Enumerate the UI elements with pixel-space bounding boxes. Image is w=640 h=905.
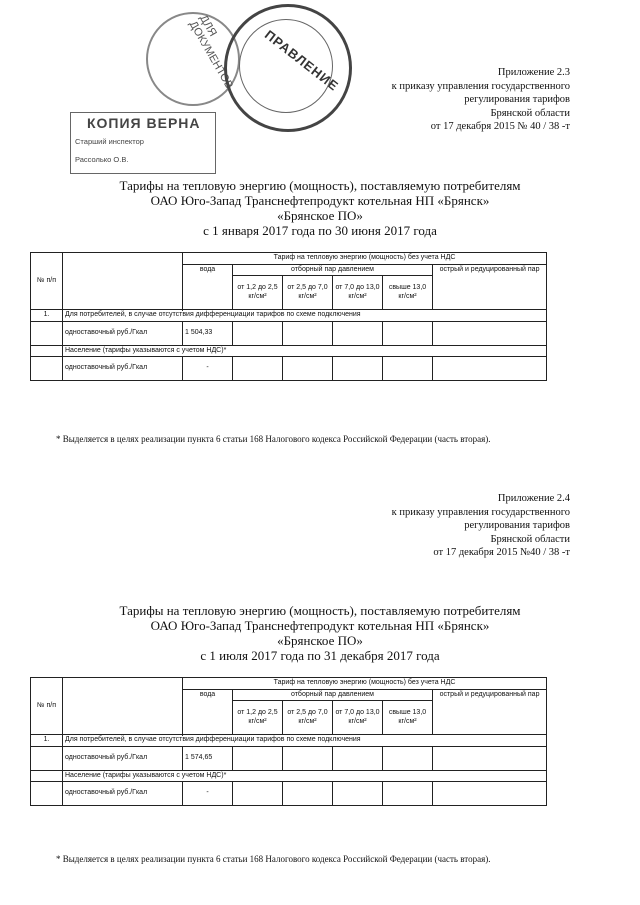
title-line: Тарифы на тепловую энергию (мощность), поставляемую потребителям [119, 178, 521, 193]
copy-name: Рассолько О.В. [75, 155, 129, 164]
appendix-line: регулирования тарифов [464, 94, 570, 105]
stamp-round-seal [224, 4, 352, 132]
header-num: № п/п [31, 678, 63, 735]
header-num: № п/п [31, 253, 63, 310]
title-line: с 1 января 2017 года по 30 июня 2017 года [203, 223, 437, 238]
empty-cell [233, 321, 283, 345]
empty-cell [233, 357, 283, 381]
tariff-table [30, 252, 547, 381]
section-consumers: Для потребителей, в случае отсутствия дифференциации тарифов по схеме подключения [63, 735, 547, 747]
empty-cell [433, 782, 547, 806]
row-label: одноставочный руб./Гкал [63, 357, 183, 381]
section-consumers: Для потребителей, в случае отсутствия дифференциации тарифов по схеме подключения [63, 310, 547, 322]
appendix-line: регулирования тарифов [464, 520, 570, 531]
empty-cell [283, 782, 333, 806]
appendix-line: Приложение 2.3 [497, 67, 570, 78]
empty-cell [433, 321, 547, 345]
header-water: вода [183, 264, 233, 310]
row-value-water: - [183, 782, 233, 806]
row-label: одноставочный руб./Гкал [63, 782, 183, 806]
empty-cell [31, 746, 63, 770]
header-empty [63, 253, 183, 310]
appendix-line: от 17 декабря 2015 № 40 / 38 -т [430, 121, 570, 132]
empty-cell [333, 321, 383, 345]
appendix-line: от 17 декабря 2015 №40 / 38 -т [433, 547, 570, 558]
stamp-copy-certified [70, 112, 216, 174]
empty-cell [31, 782, 63, 806]
empty-cell [383, 357, 433, 381]
header-pressure: от 7,0 до 13,0 кг/см² [333, 701, 383, 735]
empty-cell [31, 770, 63, 782]
appendix-header [392, 492, 570, 560]
footnote: * Выделяется в целях реализации пункта 6 статьи 168 Налогового кодекса Российской Федерации (часть вторая). [56, 854, 491, 864]
header-tariff: Тариф на тепловую энергию (мощность) без учета НДС [183, 678, 547, 690]
title-line: ОАО Юго-Запад Транснефтепродукт котельная НП «Брянск» [150, 193, 490, 208]
header-pressure: свыше 13,0 кг/см² [383, 701, 433, 735]
row-value-water: 1 574,65 [183, 746, 233, 770]
title-line: «Брянское ПО» [277, 208, 363, 223]
title-line: «Брянское ПО» [277, 633, 363, 648]
empty-cell [383, 782, 433, 806]
header-tariff: Тариф на тепловую энергию (мощность) без учета НДС [183, 253, 547, 265]
header-sharp-steam: острый и редуцированный пар [433, 689, 547, 735]
empty-cell [433, 357, 547, 381]
empty-cell [283, 321, 333, 345]
empty-cell [333, 746, 383, 770]
stamp-for-documents-text: ДЛЯ ДОКУМЕНТОВ [186, 13, 236, 91]
header-pressure: свыше 13,0 кг/см² [383, 276, 433, 310]
empty-cell [283, 746, 333, 770]
section-population: Население (тарифы указываются с учетом НДС)* [63, 345, 547, 357]
empty-cell [333, 782, 383, 806]
copy-title: КОПИЯ ВЕРНА [87, 115, 201, 131]
header-sharp-steam: острый и редуцированный пар [433, 264, 547, 310]
header-pressure: от 2,5 до 7,0 кг/см² [283, 701, 333, 735]
header-steam: отборный пар давлением [233, 689, 433, 701]
row-value-water: 1 504,33 [183, 321, 233, 345]
title-line: ОАО Юго-Запад Транснефтепродукт котельная НП «Брянск» [150, 618, 490, 633]
appendix-line: к приказу управления государственного [391, 80, 570, 92]
row-value-water: - [183, 357, 233, 381]
header-water: вода [183, 689, 233, 735]
row-num: 1. [31, 735, 63, 747]
header-pressure: от 1,2 до 2,5 кг/см² [233, 701, 283, 735]
header-empty [63, 678, 183, 735]
empty-cell [31, 321, 63, 345]
appendix-header [392, 66, 570, 134]
appendix-line: Приложение 2.4 [497, 493, 570, 504]
stamp-round-text: ПРАВЛЕНИЕ [261, 27, 342, 94]
row-label: одноставочный руб./Гкал [63, 746, 183, 770]
empty-cell [333, 357, 383, 381]
section-population: Население (тарифы указываются с учетом НДС)* [63, 770, 547, 782]
header-pressure: от 1,2 до 2,5 кг/см² [233, 276, 283, 310]
empty-cell [233, 782, 283, 806]
tariff-table [30, 677, 547, 806]
empty-cell [283, 357, 333, 381]
footnote: * Выделяется в целях реализации пункта 6 статьи 168 Налогового кодекса Российской Федерации (часть вторая). [56, 434, 491, 444]
appendix-line: к приказу управления государственного [391, 506, 570, 518]
empty-cell [433, 746, 547, 770]
appendix-line: Брянской области [490, 533, 570, 545]
appendix-line: Брянской области [490, 107, 570, 119]
header-pressure: от 7,0 до 13,0 кг/см² [333, 276, 383, 310]
document-title [60, 603, 580, 663]
empty-cell [233, 746, 283, 770]
empty-cell [31, 345, 63, 357]
title-line: с 1 июля 2017 года по 31 декабря 2017 года [200, 648, 440, 663]
header-pressure: от 2,5 до 7,0 кг/см² [283, 276, 333, 310]
empty-cell [383, 321, 433, 345]
row-label: одноставочный руб./Гкал [63, 321, 183, 345]
empty-cell [383, 746, 433, 770]
document-title [60, 178, 580, 238]
copy-position: Старший инспектор [75, 137, 144, 146]
header-steam: отборный пар давлением [233, 264, 433, 276]
row-num: 1. [31, 310, 63, 322]
title-line: Тарифы на тепловую энергию (мощность), поставляемую потребителям [119, 603, 521, 618]
empty-cell [31, 357, 63, 381]
